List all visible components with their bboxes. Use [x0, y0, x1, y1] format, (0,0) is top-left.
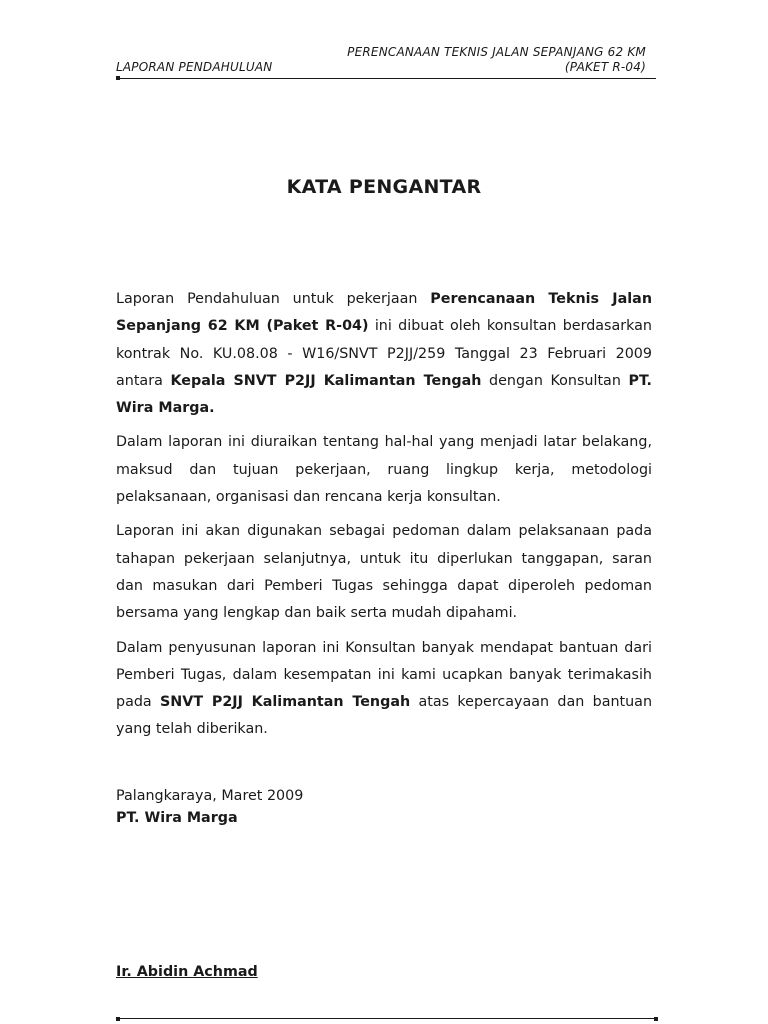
header-project-title: PERENCANAAN TEKNIS JALAN SEPANJANG 62 KM: [347, 45, 646, 59]
paragraph-1-text-b: ini dibuat oleh konsultan berdasarkan kontrak No. KU.08.08 - W16/SNVT P2JJ/259 Tanggal 23 Februari 2009 antara: [116, 318, 652, 389]
paragraph-1-text-c: dengan Konsultan: [481, 372, 629, 389]
signatory-name: Ir. Abidin Achmad: [116, 964, 258, 980]
project-name-bold: Perencanaan Teknis Jalan Sepanjang 62 KM (Paket R-04): [116, 291, 652, 335]
place-and-date: Palangkaraya, Maret 2009: [116, 788, 304, 804]
footer-divider-marker-left: [116, 1017, 120, 1021]
paragraph-4-text-a: Dalam penyusunan laporan ini Konsultan banyak mendapat bantuan dari Pemberi Tugas, dalam kesempatan ini kami ucapkan banyak terimakasih pada: [116, 639, 652, 711]
header-package-code: (PAKET R-04): [564, 60, 646, 74]
page-title: KATA PENGANTAR: [286, 176, 482, 198]
header-divider-marker: [116, 76, 120, 80]
paragraph-4-text-b: atas kepercayaan dan bantuan yang telah diberikan.: [116, 694, 653, 738]
header-report-name: LAPORAN PENDAHULUAN: [116, 60, 273, 74]
document-body: [116, 286, 652, 751]
paragraph-4: [116, 635, 652, 744]
footer-divider: [117, 1018, 656, 1019]
consultant-name-bold: PT. Wira Marga.: [116, 372, 652, 417]
paragraph-1: [116, 286, 652, 422]
agency-name-bold: SNVT P2JJ Kalimantan Tengah: [160, 694, 411, 711]
footer-divider-marker-right: [654, 1017, 658, 1021]
paragraph-1-text-a: Laporan Pendahuluan untuk pekerjaan: [116, 291, 431, 307]
paragraph-3: Laporan ini akan digunakan sebagai pedoman dalam pelaksanaan pada tahapan pekerjaan selanjutnya, untuk itu diperlukan tanggapan, saran dan masukan dari Pemberi Tugas sehingga dapat diperoleh pedoman bersama yang lengkap dan baik serta mudah dipahami.: [116, 523, 652, 622]
paragraph-2: Dalam laporan ini diuraikan tentang hal-hal yang menjadi latar belakang, maksud dan tujuan pekerjaan, ruang lingkup kerja, metodologi pelaksanaan, organisasi dan rencana kerja konsultan.: [116, 434, 652, 506]
client-name-bold: Kepala SNVT P2JJ Kalimantan Tengah: [170, 372, 482, 389]
company-name: PT. Wira Marga: [116, 810, 238, 826]
header-project-name: [330, 45, 646, 75]
header-divider: [117, 78, 656, 79]
